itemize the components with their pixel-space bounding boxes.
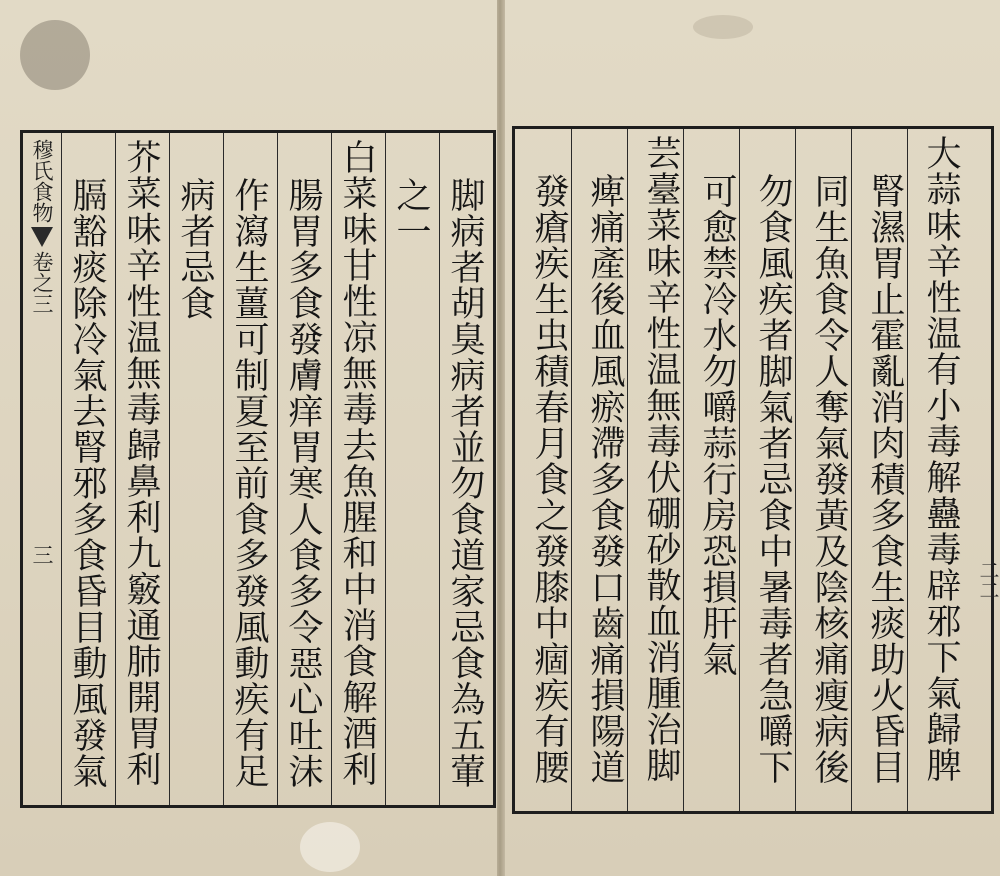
smudge-mark <box>20 20 90 90</box>
text-column-8 <box>523 135 575 805</box>
column-text: 白菜味甘性凉無毒去魚腥和中消食解酒利 <box>337 139 377 787</box>
fish-tail-mark <box>31 227 53 247</box>
column-text: 芸臺菜味辛性温無毒伏硼砂散血消腫治脚 <box>641 135 681 783</box>
page-folio-left: 三 <box>30 544 54 565</box>
column-text: 之一 <box>391 177 431 249</box>
text-column-2 <box>859 135 911 805</box>
banxin-strip <box>27 139 57 799</box>
column-text: 大蒜味辛性温有小毒解蠱毒辟邪下氣歸脾 <box>921 135 961 783</box>
text-column-13 <box>223 139 275 799</box>
column-text: 可愈禁冷水勿嚼蒜行房恐損肝氣 <box>697 173 737 677</box>
book-title: 穆氏食物 <box>30 139 54 223</box>
column-text: 膈豁痰除冷氣去腎邪多食昏目動風發氣 <box>67 177 107 789</box>
page-folio-right: 二二 <box>976 560 1000 600</box>
column-text: 脚病者胡臭病者並勿食道家忌食為五葷 <box>445 177 485 789</box>
text-column-15 <box>115 139 167 799</box>
column-text: 作瀉生薑可制夏至前食多發風動疾有足 <box>229 177 269 789</box>
juan-label: 卷之三 <box>30 251 54 314</box>
text-column-4 <box>747 135 799 805</box>
column-text: 勿食風疾者脚氣者忌食中暑毒者急嚼下 <box>753 173 793 785</box>
text-column-7 <box>579 135 631 805</box>
text-column-9 <box>439 139 491 799</box>
text-column-5 <box>691 135 743 805</box>
column-text: 痺痛產後血風瘀滯多食發口齒痛損陽道 <box>585 173 625 785</box>
column-text: 芥菜味辛性温無毒歸鼻利九竅通肺開胃利 <box>121 139 161 787</box>
column-text: 發瘡疾生虫積春月食之發膝中痼疾有腰 <box>529 173 569 785</box>
right-text-frame <box>512 126 994 814</box>
column-text: 腎濕胃止霍亂消肉積多食生痰助火昏目 <box>865 173 905 785</box>
text-column-12 <box>277 139 329 799</box>
text-column-6 <box>635 135 687 805</box>
column-text: 病者忌食 <box>175 177 215 321</box>
column-text: 同生魚食令人奪氣發黃及陰核痛瘦病後 <box>809 173 849 785</box>
text-column-14 <box>169 139 221 799</box>
text-column-11 <box>331 139 383 799</box>
text-column-16 <box>61 139 113 799</box>
text-column-10 <box>385 139 437 799</box>
ink-stain <box>693 15 753 39</box>
text-column-1 <box>915 135 967 805</box>
text-column-3 <box>803 135 855 805</box>
left-text-frame <box>20 130 496 808</box>
bottom-stain <box>300 822 360 872</box>
column-text: 腸胃多食發膚痒胃寒人食多令惡心吐沫 <box>283 177 323 789</box>
